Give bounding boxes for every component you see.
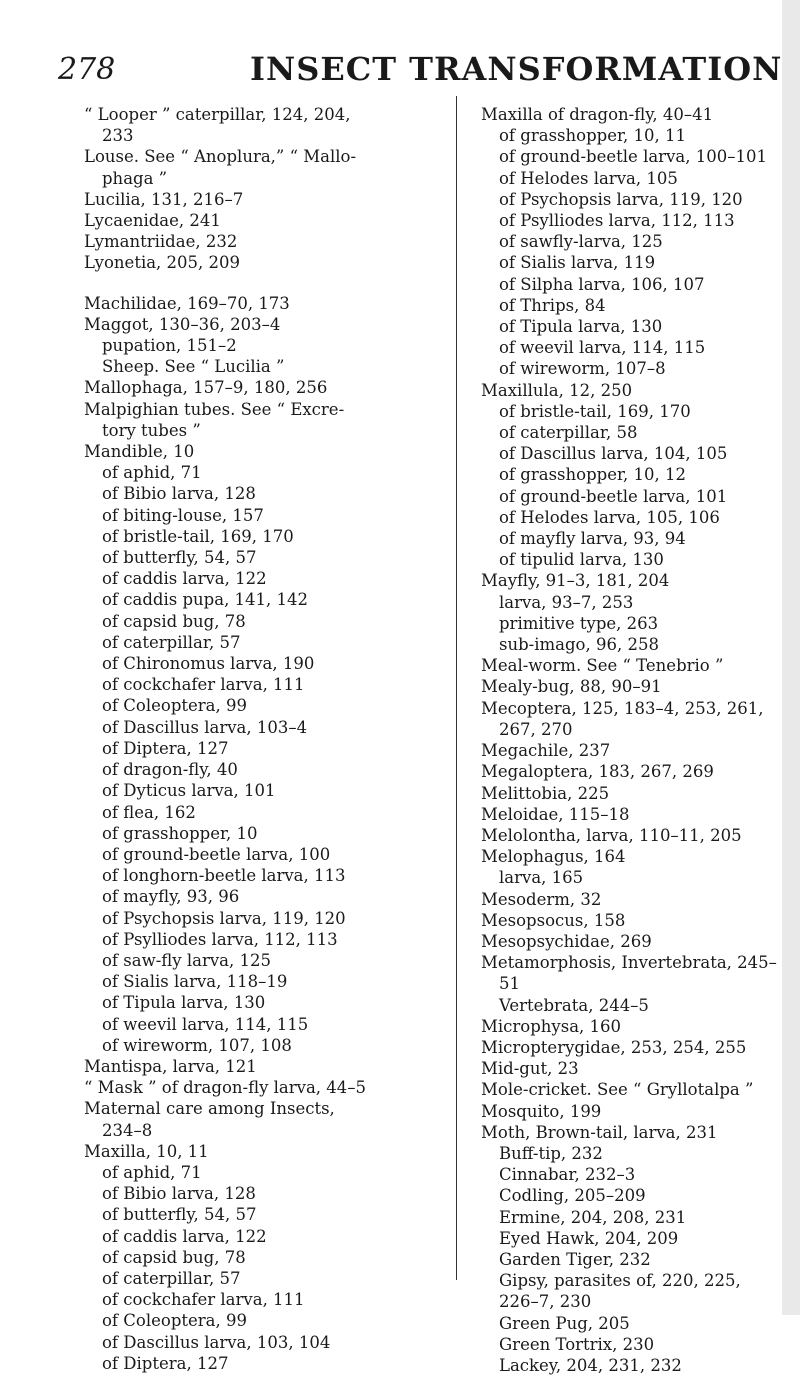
index-subentry: of Psylliodes larva, 112, 113: [499, 211, 735, 231]
index-entry: Megachile, 237: [481, 741, 611, 761]
index-subentry: Codling, 205–209: [499, 1186, 646, 1206]
index-subentry: Ermine, 204, 208, 231: [499, 1207, 687, 1227]
index-subentry: of cockchafer larva, 111: [102, 675, 305, 695]
running-title: INSECT TRANSFORMATION: [250, 50, 783, 88]
index-continuation: 234–8: [102, 1120, 153, 1140]
index-subentry: of Coleoptera, 99: [102, 1311, 247, 1331]
index-entry: Lycaenidae, 241: [84, 211, 221, 231]
index-subentry: of ground-beetle larva, 100: [102, 844, 331, 864]
index-subentry: of caddis larva, 122: [102, 569, 267, 589]
index-subentry: Cinnabar, 232–3: [499, 1165, 636, 1185]
index-subentry: of bristle-tail, 169, 170: [499, 401, 691, 421]
index-subentry: of Dyticus larva, 101: [102, 781, 276, 801]
index-subentry: Gipsy, parasites of, 220, 225,: [499, 1271, 741, 1291]
index-subentry: of capsid bug, 78: [102, 1247, 246, 1267]
index-subentry: of caterpillar, 57: [102, 1268, 241, 1288]
page-header: [0, 46, 800, 96]
section-gap: [84, 274, 436, 293]
index-subentry: of Helodes larva, 105, 106: [499, 507, 720, 527]
index-subentry: of wireworm, 107, 108: [102, 1035, 292, 1055]
index-subentry: of capsid bug, 78: [102, 611, 246, 631]
index-subentry: of Tipula larva, 130: [499, 317, 663, 337]
index-column-right: [481, 104, 781, 1376]
index-subentry: Sheep. See “ Lucilia ”: [102, 357, 285, 377]
index-subentry: pupation, 151–2: [102, 336, 237, 356]
index-subentry: of weevil larva, 114, 115: [102, 1014, 309, 1034]
index-entry: Mosquito, 199: [481, 1101, 602, 1121]
index-subentry: Green Pug, 205: [499, 1313, 630, 1333]
index-subentry: of Sialis larva, 119: [499, 253, 656, 273]
index-subentry: of Bibio larva, 128: [102, 484, 256, 504]
index-entry: Mesopsocus, 158: [481, 910, 626, 930]
index-entry: Maternal care among Insects,: [84, 1099, 335, 1119]
index-subentry: sub-imago, 96, 258: [499, 635, 659, 655]
index-subentry: Green Tortrix, 230: [499, 1334, 655, 1354]
index-subentry: of aphid, 71: [102, 1162, 202, 1182]
column-divider: [456, 96, 457, 1280]
index-subentry: of Helodes larva, 105: [499, 168, 678, 188]
page-edge: [782, 0, 800, 1315]
index-entry: Lymantriidae, 232: [84, 232, 238, 252]
index-subentry: of ground-beetle larva, 101: [499, 486, 728, 506]
index-entry: Melolontha, larva, 110–11, 205: [481, 825, 742, 845]
index-subentry: of caddis larva, 122: [102, 1226, 267, 1246]
index-entry: Mallophaga, 157–9, 180, 256: [84, 378, 328, 398]
index-subentry: Buff-tip, 232: [499, 1143, 603, 1163]
index-continuation: phaga ”: [102, 168, 168, 188]
index-entry: “ Looper ” caterpillar, 124, 204,: [84, 105, 351, 124]
index-continuation: tory tubes ”: [102, 420, 201, 440]
index-entry: Melophagus, 164: [481, 847, 626, 867]
page-number: 278: [58, 52, 116, 87]
index-entry: Melittobia, 225: [481, 783, 610, 803]
index-entry: Micropterygidae, 253, 254, 255: [481, 1037, 747, 1057]
index-entry: Malpighian tubes. See “ Excre-: [84, 399, 345, 419]
index-entry: Moth, Brown-tail, larva, 231: [481, 1122, 718, 1142]
index-subentry: of saw-fly larva, 125: [102, 950, 272, 970]
index-continuation: 233: [102, 126, 134, 146]
index-subentry: of biting-louse, 157: [102, 505, 264, 525]
index-entry: Mayfly, 91–3, 181, 204: [481, 571, 670, 591]
index-subentry: of Psylliodes larva, 112, 113: [102, 929, 338, 949]
index-entry: Metamorphosis, Invertebrata, 245–: [481, 953, 777, 973]
index-subentry: of butterfly, 54, 57: [102, 1205, 257, 1225]
index-entry: Louse. See “ Anoplura,” “ Mallo-: [84, 147, 357, 167]
index-subentry: of cockchafer larva, 111: [102, 1290, 305, 1310]
index-entry: Mesoderm, 32: [481, 889, 602, 909]
index-entry: Meloidae, 115–18: [481, 804, 630, 824]
index-subentry: of sawfly-larva, 125: [499, 232, 663, 252]
index-subentry: of Diptera, 127: [102, 738, 229, 758]
index-entry: Mecoptera, 125, 183–4, 253, 261,: [481, 698, 764, 718]
index-subentry: primitive type, 263: [499, 613, 659, 633]
index-entry: Mealy-bug, 88, 90–91: [481, 677, 662, 697]
index-subentry: of mayfly larva, 93, 94: [499, 529, 686, 549]
index-subentry: of Diptera, 127: [102, 1353, 229, 1373]
index-subentry: of grasshopper, 10, 11: [499, 126, 687, 146]
index-subentry: of Dascillus larva, 103–4: [102, 717, 308, 737]
index-subentry: of Silpha larva, 106, 107: [499, 274, 705, 294]
index-subentry: of grasshopper, 10: [102, 823, 258, 843]
index-subentry: of Dascillus larva, 104, 105: [499, 444, 728, 464]
index-entry: Maxilla, 10, 11: [84, 1141, 209, 1161]
index-subentry: of ground-beetle larva, 100–101: [499, 147, 767, 167]
index-subentry: of weevil larva, 114, 115: [499, 338, 706, 358]
index-subentry: of Bibio larva, 128: [102, 1184, 256, 1204]
index-entry: Meal-worm. See “ Tenebrio ”: [481, 656, 724, 676]
index-subentry: of dragon-fly, 40: [102, 760, 238, 780]
index-continuation: 267, 270: [499, 719, 573, 739]
index-subentry: Eyed Hawk, 204, 209: [499, 1228, 679, 1248]
index-subentry: of Psychopsis larva, 119, 120: [102, 908, 346, 928]
index-entry: “ Mask ” of dragon-fly larva, 44–5: [84, 1078, 367, 1098]
index-column-left: [84, 104, 436, 1374]
index-subentry: of butterfly, 54, 57: [102, 548, 257, 568]
index-subentry: of tipulid larva, 130: [499, 550, 664, 570]
index-subentry: Lackey, 204, 231, 232: [499, 1355, 682, 1375]
index-continuation: 226–7, 230: [499, 1292, 592, 1312]
index-entry: Mandible, 10: [84, 442, 195, 462]
index-subentry: larva, 165: [499, 868, 584, 888]
index-subentry: of Coleoptera, 99: [102, 696, 247, 716]
index-subentry: of longhorn-beetle larva, 113: [102, 866, 346, 886]
index-entry: Mesopsychidae, 269: [481, 931, 652, 951]
index-entry: Maggot, 130–36, 203–4: [84, 314, 281, 334]
index-entry: Microphysa, 160: [481, 1016, 622, 1036]
index-subentry: of Thrips, 84: [499, 295, 606, 315]
index-subentry: Garden Tiger, 232: [499, 1249, 651, 1269]
index-subentry: of mayfly, 93, 96: [102, 887, 240, 907]
index-entry: Mole-cricket. See “ Gryllotalpa ”: [481, 1080, 754, 1100]
index-subentry: of caddis pupa, 141, 142: [102, 590, 309, 610]
index-entry: Lyonetia, 205, 209: [84, 253, 241, 273]
index-entry: Mantispa, larva, 121: [84, 1056, 257, 1076]
index-subentry: of aphid, 71: [102, 463, 202, 483]
index-subentry: of wireworm, 107–8: [499, 359, 666, 379]
index-subentry: of Tipula larva, 130: [102, 993, 266, 1013]
index-subentry: of flea, 162: [102, 802, 196, 822]
index-subentry: of Psychopsis larva, 119, 120: [499, 189, 743, 209]
index-subentry: Vertebrata, 244–5: [499, 995, 649, 1015]
index-continuation: 51: [499, 974, 520, 994]
index-subentry: of grasshopper, 10, 12: [499, 465, 687, 485]
index-entry: Maxilla of dragon-fly, 40–41: [481, 105, 714, 124]
index-subentry: of Sialis larva, 118–19: [102, 972, 288, 992]
index-subentry: larva, 93–7, 253: [499, 592, 634, 612]
index-subentry: of caterpillar, 57: [102, 632, 241, 652]
index-entry: Mid-gut, 23: [481, 1059, 579, 1079]
index-entry: Maxillula, 12, 250: [481, 380, 633, 400]
index-entry: Machilidae, 169–70, 173: [84, 293, 290, 313]
index-entry: Megaloptera, 183, 267, 269: [481, 762, 714, 782]
index-subentry: of caterpillar, 58: [499, 423, 638, 443]
index-entry: Lucilia, 131, 216–7: [84, 189, 244, 209]
index-subentry: of bristle-tail, 169, 170: [102, 526, 294, 546]
index-subentry: of Dascillus larva, 103, 104: [102, 1332, 331, 1352]
index-subentry: of Chironomus larva, 190: [102, 654, 315, 674]
